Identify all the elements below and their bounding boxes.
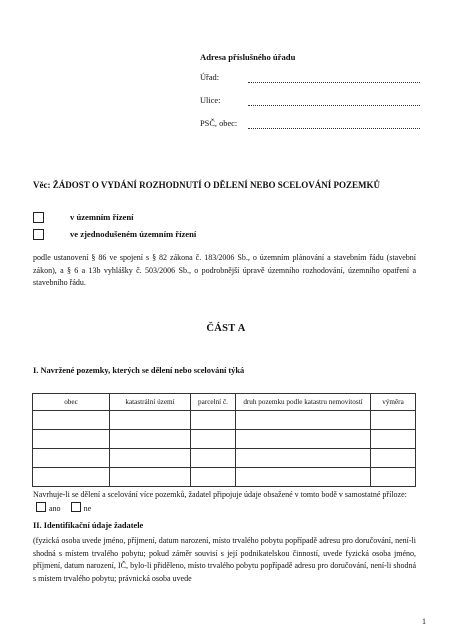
table-cell[interactable]: [33, 430, 110, 449]
table-row: [33, 449, 416, 468]
table-cell[interactable]: [191, 468, 236, 487]
office-field[interactable]: [200, 73, 420, 85]
part-heading: ČÁST A: [206, 323, 246, 334]
option-label-territorial: v územním řízení: [70, 212, 134, 222]
table-row: [33, 411, 416, 430]
table-cell[interactable]: [371, 411, 416, 430]
table-cell[interactable]: [110, 411, 191, 430]
attachment-yes-label: ano: [49, 503, 61, 513]
table-cell[interactable]: [191, 430, 236, 449]
legal-basis-text: podle ustanovení § 86 ve spojení s § 82 zákona č. 183/2006 Sb., o územním plánování a stavebním řádu (stavební zákon), a § 6 a 13b vyhlášky č. 503/2006 Sb., o podrobnější úpravě územního rozhodování, územního opatření a stavebního řádu.: [33, 253, 416, 288]
table-cell[interactable]: [371, 449, 416, 468]
section-1-title: I. Navržené pozemky, kterých se dělení nebo scelování týká: [33, 366, 245, 375]
table-cell[interactable]: [110, 449, 191, 468]
office-address-title: Adresa příslušného úřadu: [200, 52, 296, 62]
table-cell[interactable]: [110, 430, 191, 449]
street-field[interactable]: [200, 96, 420, 108]
table-cell[interactable]: [33, 449, 110, 468]
attachment-no-checkbox[interactable]: [71, 502, 81, 512]
office-dotted-line[interactable]: [248, 82, 420, 83]
street-label: Ulice:: [200, 96, 221, 105]
table-cell[interactable]: [236, 430, 371, 449]
column-header: parcelní č.: [191, 394, 236, 411]
section-2-text: (fyzická osoba uvede jméno, příjmení, datum narození, místo trvalého pobytu popřípadě adresu pro doručování, není-li shodná s místem trvalého pobytu; pokud záměr souvisí s její podnikatelskou činností, uvede fyzická osoba jméno, příjmení, datum narození, IČ, bylo-li přiděleno, místo trvalého pobytu popřípadě adresu pro doručování, není-li shodná s místem trvalého pobytu; právnická osoba uvede: [33, 536, 416, 583]
column-header: katastrální území: [110, 394, 191, 411]
section-2-title: II. Identifikační údaje žadatele: [33, 521, 144, 530]
option-checkbox-simplified[interactable]: [33, 229, 44, 240]
column-header: druh pozemku podle katastru nemovitostí: [236, 394, 371, 411]
table-header-row: [33, 394, 416, 411]
table-cell[interactable]: [236, 449, 371, 468]
street-dotted-line[interactable]: [248, 105, 420, 106]
column-header: obec: [33, 394, 110, 411]
table-cell[interactable]: [371, 430, 416, 449]
table-cell[interactable]: [33, 411, 110, 430]
table-cell[interactable]: [236, 411, 371, 430]
table-row: [33, 430, 416, 449]
zip-city-label: PSČ, obec:: [200, 119, 238, 128]
table-cell[interactable]: [33, 468, 110, 487]
option-checkbox-territorial[interactable]: [33, 212, 44, 223]
table-cell[interactable]: [191, 411, 236, 430]
office-label: Úřad:: [200, 73, 220, 82]
page-number: 1: [422, 617, 426, 626]
zip-city-field[interactable]: [200, 119, 420, 131]
document-subject: Věc: ŽÁDOST O VYDÁNÍ ROZHODNUTÍ O DĚLENÍ NEBO SCELOVÁNÍ POZEMKŮ: [33, 180, 380, 190]
table-cell[interactable]: [191, 449, 236, 468]
attachment-note-text: Navrhuje-li se dělení a scelování více pozemků, žadatel připojuje údaje obsažené v tomto bodě v samostatné příloze:: [33, 490, 407, 499]
attachment-yes-checkbox[interactable]: [36, 502, 46, 512]
table-row: [33, 468, 416, 487]
attachment-no-label: ne: [83, 503, 92, 513]
option-label-simplified: ve zjednodušeném územním řízení: [70, 229, 197, 239]
parcels-table: [32, 393, 416, 487]
attachment-note: [33, 489, 416, 515]
zip-city-dotted-line[interactable]: [248, 128, 420, 129]
table-cell[interactable]: [236, 468, 371, 487]
table-cell[interactable]: [371, 468, 416, 487]
column-header: výměra: [371, 394, 416, 411]
table-cell[interactable]: [110, 468, 191, 487]
